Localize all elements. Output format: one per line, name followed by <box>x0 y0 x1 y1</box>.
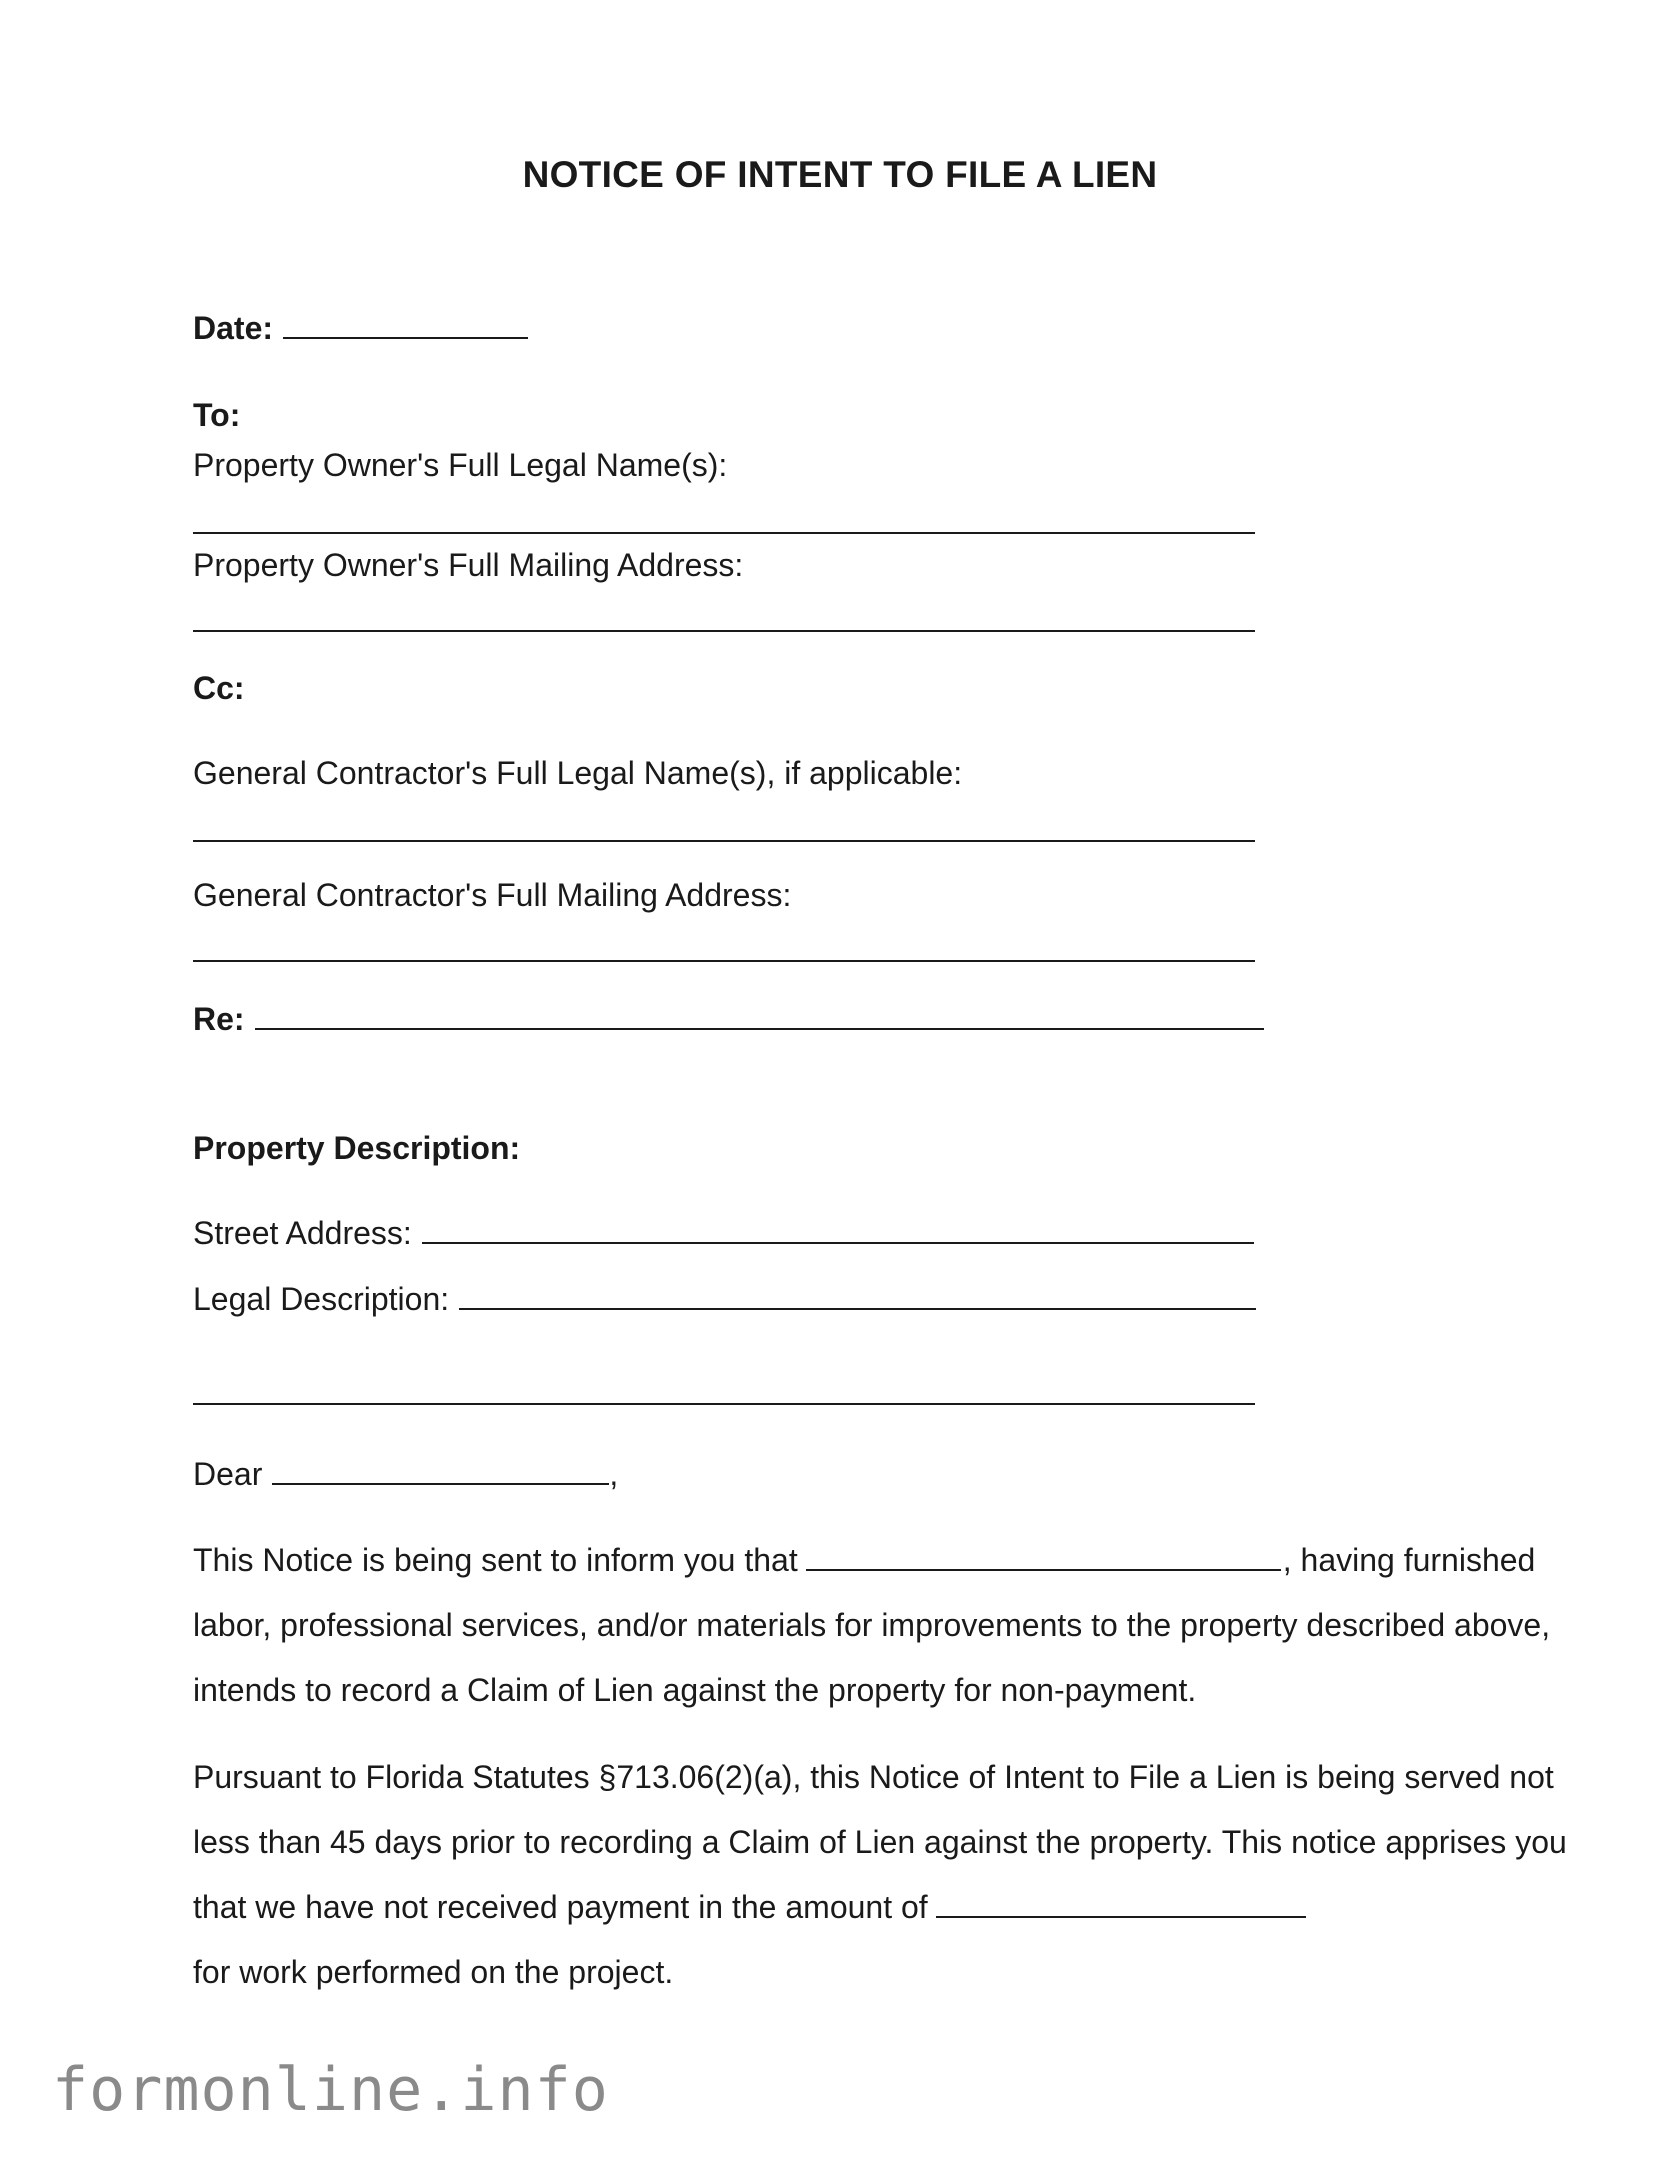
street-address-blank[interactable] <box>422 1242 1254 1244</box>
date-field <box>193 312 528 344</box>
property-description-label: Property Description: <box>193 1130 521 1166</box>
owner-name-label: Property Owner's Full Legal Name(s): <box>193 447 728 483</box>
contractor-address-label: General Contractor's Full Mailing Address: <box>193 877 792 913</box>
amount-blank[interactable] <box>936 1916 1306 1918</box>
street-address-field <box>193 1217 1254 1249</box>
notice-paragraph <box>193 1528 1593 1723</box>
dear-blank[interactable] <box>272 1483 609 1485</box>
paragraph2-intro: Pursuant to Florida Statutes §713.06(2)(a), this Notice of Intent to File a Lien is being served not less than 45 days prior to recording a Claim of Lien against the property. This notice apprises you that we have not received payment in the amount of <box>193 1759 1567 1925</box>
claimant-name-blank[interactable] <box>806 1569 1281 1571</box>
legal-description-field <box>193 1283 1256 1315</box>
legal-description-blank-2[interactable] <box>193 1403 1255 1405</box>
date-label: Date: <box>193 310 274 346</box>
cc-label: Cc: <box>193 670 245 706</box>
legal-description-blank[interactable] <box>459 1308 1256 1310</box>
re-blank[interactable] <box>255 1028 1264 1030</box>
contractor-name-blank[interactable] <box>193 840 1255 842</box>
paragraph1-rest: , having furnished labor, professional services, and/or materials for improvements to the property described above, intends to record a Claim of Lien against the property for non-payment. <box>193 1542 1551 1708</box>
re-label: Re: <box>193 1001 245 1037</box>
to-label: To: <box>193 397 241 433</box>
owner-address-label: Property Owner's Full Mailing Address: <box>193 547 744 583</box>
date-blank[interactable] <box>283 337 528 339</box>
dear-comma: , <box>609 1456 619 1492</box>
document-title: NOTICE OF INTENT TO FILE A LIEN <box>522 154 1158 195</box>
dear-field <box>193 1458 618 1490</box>
street-address-label: Street Address: <box>193 1215 412 1251</box>
dear-label: Dear <box>193 1456 263 1492</box>
contractor-name-label: General Contractor's Full Legal Name(s), if applicable: <box>193 755 963 791</box>
re-field <box>193 1003 1264 1035</box>
paragraph2-rest: for work performed on the project. <box>193 1954 674 1990</box>
owner-name-blank[interactable] <box>193 532 1255 534</box>
legal-description-label: Legal Description: <box>193 1281 450 1317</box>
watermark: formonline.info <box>52 2055 609 2125</box>
contractor-address-blank[interactable] <box>193 960 1255 962</box>
owner-address-blank[interactable] <box>193 630 1255 632</box>
statute-paragraph <box>193 1745 1593 2005</box>
paragraph1-intro: This Notice is being sent to inform you that <box>193 1542 798 1578</box>
